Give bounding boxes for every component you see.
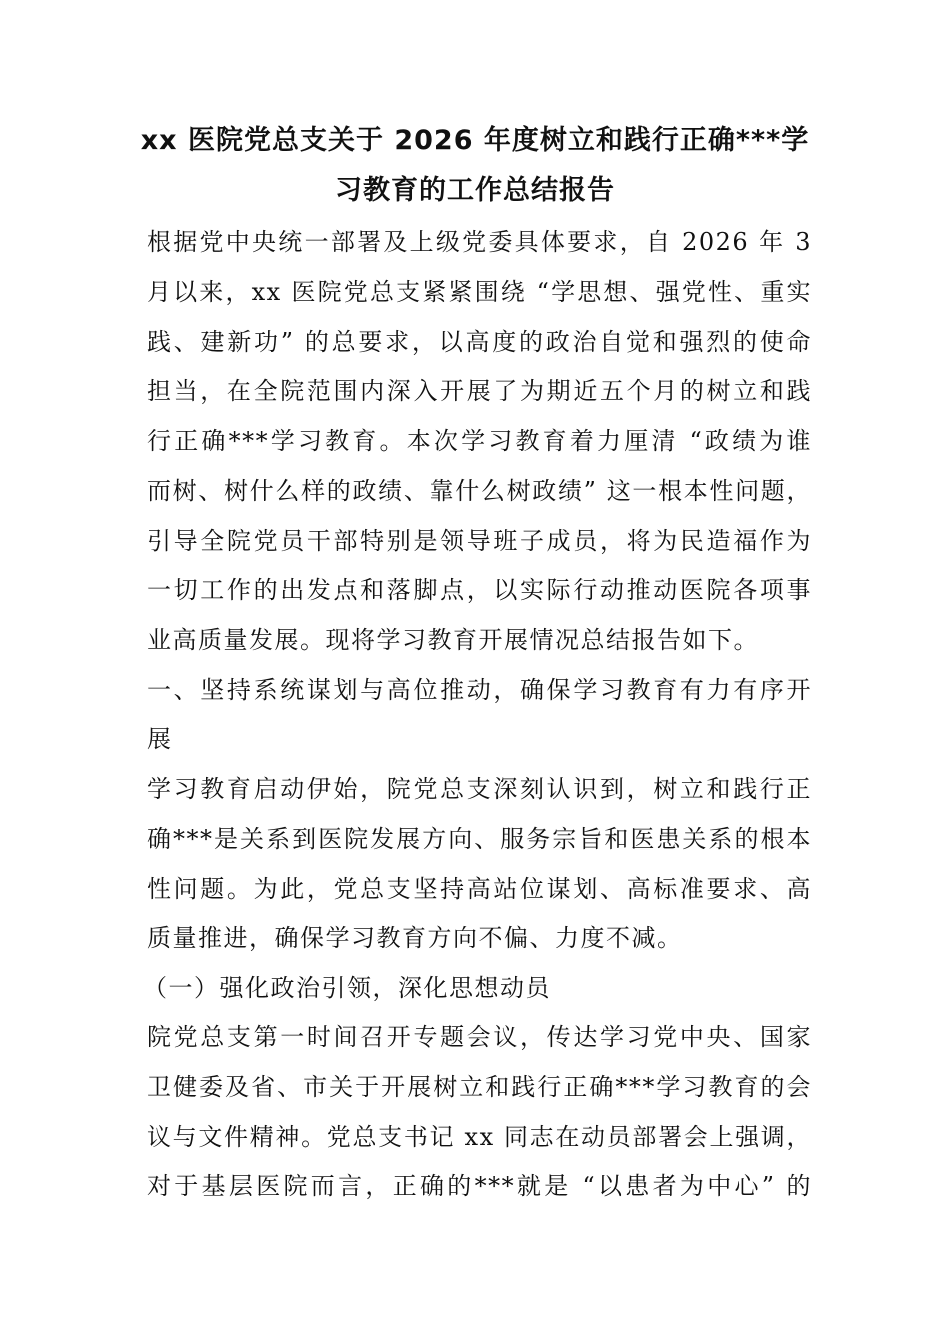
document-title-line-2: 习教育的工作总结报告 [335,175,615,206]
document-title-line-1: xx 医院党总支关于 2026 年度树立和践行正确***学 [140,125,810,156]
paragraph-line-15: 卫健委及省、市关于开展树立和践行正确***学习教育的会 [147,1073,812,1101]
section-heading-1-line-2: 展 [147,725,173,753]
paragraph-line-11: 确***是关系到医院发展方向、服务宗旨和医患关系的根本 [147,825,812,853]
paragraph-line-13: 质量推进，确保学习教育方向不偏、力度不减。 [147,924,683,952]
paragraph-line-5: 行正确***学习教育。本次学习教育着力厘清 “政绩为谁 [147,427,812,455]
paragraph-line-3: 践、建新功” 的总要求，以高度的政治自觉和强烈的使命 [147,328,812,356]
section-heading-1-line-1: 一、坚持系统谋划与高位推动，确保学习教育有力有序开 [147,676,812,704]
paragraph-line-4: 担当，在全院范围内深入开展了为期近五个月的树立和践 [147,377,812,405]
paragraph-line-7: 引导全院党员干部特别是领导班子成员，将为民造福作为 [147,527,812,555]
paragraph-line-6: 而树、树什么样的政绩、靠什么树政绩” 这一根本性问题， [147,477,812,505]
paragraph-line-10: 学习教育启动伊始，院党总支深刻认识到，树立和践行正 [147,775,812,803]
paragraph-line-14: 院党总支第一时间召开专题会议，传达学习党中央、国家 [147,1023,812,1051]
paragraph-line-12: 性问题。为此，党总支坚持高站位谋划、高标准要求、高 [147,875,812,903]
paragraph-line-9: 业高质量发展。现将学习教育开展情况总结报告如下。 [147,626,759,654]
paragraph-line-2: 月以来，xx 医院党总支紧紧围绕 “学思想、强党性、重实 [147,278,812,306]
subsection-heading-1: （一）强化政治引领，深化思想动员 [143,974,551,1002]
paragraph-line-16: 议与文件精神。党总支书记 xx 同志在动员部署会上强调， [147,1123,812,1151]
paragraph-line-1: 根据党中央统一部署及上级党委具体要求，自 2026 年 3 [147,228,812,256]
paragraph-line-17: 对于基层医院而言，正确的***就是 “以患者为中心” 的 [147,1172,812,1200]
paragraph-line-8: 一切工作的出发点和落脚点，以实际行动推动医院各项事 [147,576,812,604]
